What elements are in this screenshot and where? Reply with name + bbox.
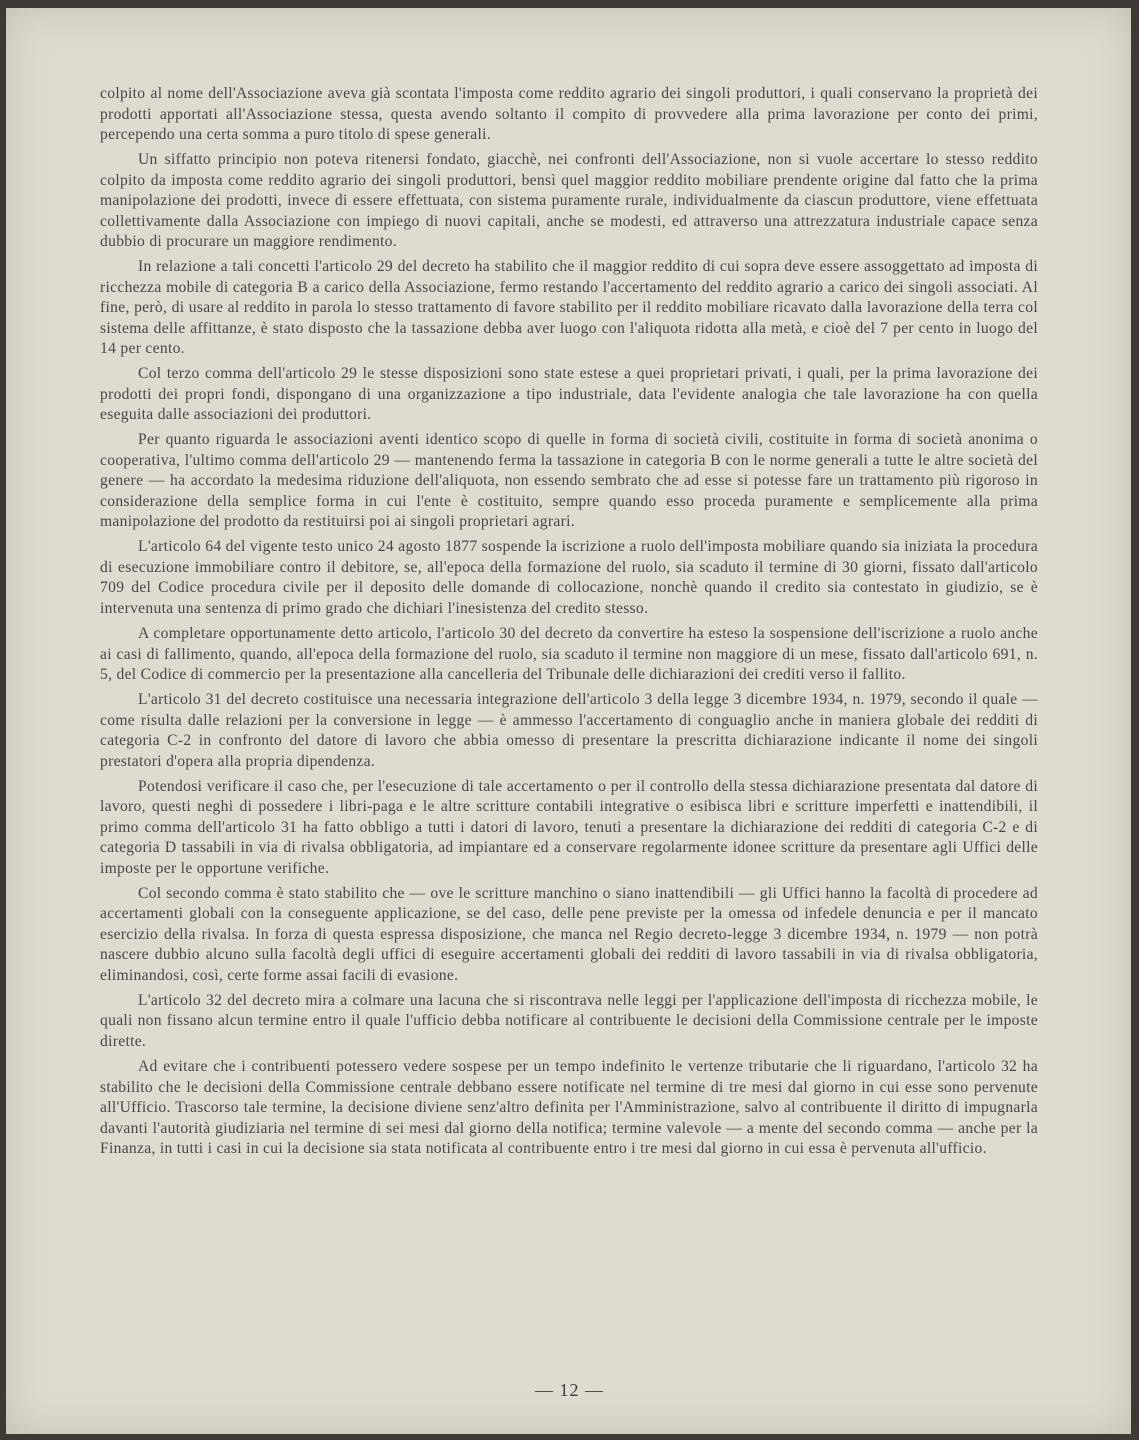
page-number: — 12 — [535,1380,604,1400]
paragraph-3: In relazione a tali concetti l'articolo 29 del decreto ha stabilito che il maggior reddito di cui sopra deve essere assoggettato ad imposta di ricchezza mobile di categoria B a carico della Associazione, fermo restando l'accertamento del reddito agrario a carico dei singoli associati. Al fine, però, di usare al reddito in parola lo stesso trattamento di favore stabilito per il reddito mobiliare ricavato dalla lavorazione della terra col sistema delle affittanze, è stato disposto che la tassazione debba aver luogo con l'aliquota ridotta alla metà, e cioè del 7 per cento in luogo del 14 per cento. [100,258,1038,358]
paragraph-5: Per quanto riguarda le associazioni aventi identico scopo di quelle in forma di società civili, costituite in forma di società anonima o cooperativa, l'ultimo comma dell'articolo 29 — mantenendo ferma la tassazione in categoria B con le norme generali a tutte le altre società del genere — ha accordato la medesima riduzione dell'aliquota, non essendo sembrato che ad esse si potesse fare un trattamento più rigoroso in considerazione della semplice forma in cui l'ente è costituito, sempre quando esso proceda puramente e semplicemente alla prima manipolazione del prodotto da restituirsi poi ai singoli proprietari agrari. [100,431,1038,531]
paragraph-4: Col terzo comma dell'articolo 29 le stesse disposizioni sono state estese a quei proprietari privati, i quali, per la prima lavorazione dei prodotti dei propri fondi, dispongano di una organizzazione a tipo industriale, data l'evidente analogia che tale lavorazione ha con quella eseguita dalle associazioni dei produttori. [100,365,1038,424]
paragraph-1: colpito al nome dell'Associazione aveva già scontata l'imposta come reddito agrario dei singoli produttori, i quali conservano la proprietà dei prodotti apportati all'Associazione stessa, questa avendo soltanto il compito di provvedere alla prima lavorazione per conto dei primi, percependo una certa somma a puro titolo di spese generali. [100,85,1038,143]
body-text [100,84,1038,1164]
paragraph-12: Ad evitare che i contribuenti potessero vedere sospese per un tempo indefinito le vertenze tributarie che li riguardano, l'articolo 32 ha stabilito che le decisioni della Commissione centrale debbano essere notificate nel termine di tre mesi dal giorno in cui esse sono pervenute all'Ufficio. Trascorso tale termine, la decisione diviene senz'altro definita per l'Amministrazione, salvo al contribuente il diritto di impugnarla davanti l'autorità giudiziaria nel termine di sei mesi dal giorno della notifica; termine valevole — a mente del secondo comma — anche per la Finanza, in tutti i casi in cui la decisione sia stata notificata al contribuente entro i tre mesi dal giorno in cui essa è pervenuta all'ufficio. [100,1058,1038,1158]
paragraph-11: L'articolo 32 del decreto mira a colmare una lacuna che si riscontrava nelle leggi per l'applicazione dell'imposta di ricchezza mobile, le quali non fissano alcun termine entro il quale l'ufficio debba notificare al contribuente le decisioni della Commissione centrale per le imposte dirette. [100,991,1038,1050]
paragraph-2: Un siffatto principio non poteva ritenersi fondato, giacchè, nei confronti dell'Associazione, non si vuole accertare lo stesso reddito colpito da imposta come reddito agrario dei singoli produttori, bensì quel maggior reddito mobiliare prendente origine dal fatto che la prima manipolazione dei prodotti, invece di essere effettuata, con sistema puramente rurale, individualmente da ciascun produttore, viene effettuata collettivamente dalla Associazione con impiego di nuovi capitali, anche se modesti, ed attraverso una attrezzatura industriale capace senza dubbio di procurare un maggiore rendimento. [100,151,1038,251]
paragraph-8: L'articolo 31 del decreto costituisce una necessaria integrazione dell'articolo 3 della legge 3 dicembre 1934, n. 1979, secondo il quale — come risulta dalle relazioni per la conversione in legge — è ammesso l'accertamento di conguaglio anche in maniera globale dei redditi di categoria C-2 in confronto del datore di lavoro che abbia omesso di presentare la prescritta dichiarazione indicante il nome dei singoli prestatori d'opera alla propria dipendenza. [100,691,1038,770]
paragraph-9: Potendosi verificare il caso che, per l'esecuzione di tale accertamento o per il controllo della stessa dichiarazione presentata dal datore di lavoro, questi neghi di possedere i libri-paga e le altre scritture contabili integrative o esibisca libri e scritture imperfetti e inattendibili, il primo comma dell'articolo 31 ha fatto obbligo a tutti i datori di lavoro, tenuti a presentare la dichiarazione dei redditi di categoria C-2 e di categoria D tassabili in via di rivalsa obbligatoria, ad impiantare ed a conservare regolarmente idonee scritture da presentare agli Uffici delle imposte per le opportune verifiche. [100,777,1038,877]
paragraph-10: Col secondo comma è stato stabilito che — ove le scritture manchino o siano inattendibili — gli Uffici hanno la facoltà di procedere ad accertamenti globali con la conseguente applicazione, se del caso, delle pene previste per la omessa od infedele denuncia e per il mancato esercizio della rivalsa. In forza di questa espressa disposizione, che manca nel Regio decreto-legge 3 dicembre 1934, n. 1979 — non potrà nascere dubbio alcuno sulla facoltà degli uffici di eseguire accertamenti globali dei redditi di lavoro tassabili in via di rivalsa obbligatoria, eliminandosi, così, certe forme assai facili di evasione. [100,884,1038,984]
paragraph-6: L'articolo 64 del vigente testo unico 24 agosto 1877 sospende la iscrizione a ruolo dell'imposta mobiliare quando sia iniziata la procedura di esecuzione immobiliare contro il debitore, se, all'epoca della formazione del ruolo, sia scaduto il termine di 30 giorni, fissato dall'articolo 709 del Codice procedura civile per il deposito delle domande di collocazione, nonchè quando il credito sia contestato in giudizio, se è intervenuta una sentenza di primo grado che dichiari l'inesistenza del credito stesso. [100,538,1038,617]
paragraph-7: A completare opportunamente detto articolo, l'articolo 30 del decreto da convertire ha esteso la sospensione dell'iscrizione a ruolo anche ai casi di fallimento, quando, all'epoca della formazione del ruolo, sia scaduto il termine non maggiore di un mese, fissato dall'articolo 691, n. 5, del Codice di commercio per la presentazione alla cancelleria del Tribunale delle dichiarazioni dei crediti verso il fallito. [100,625,1038,684]
